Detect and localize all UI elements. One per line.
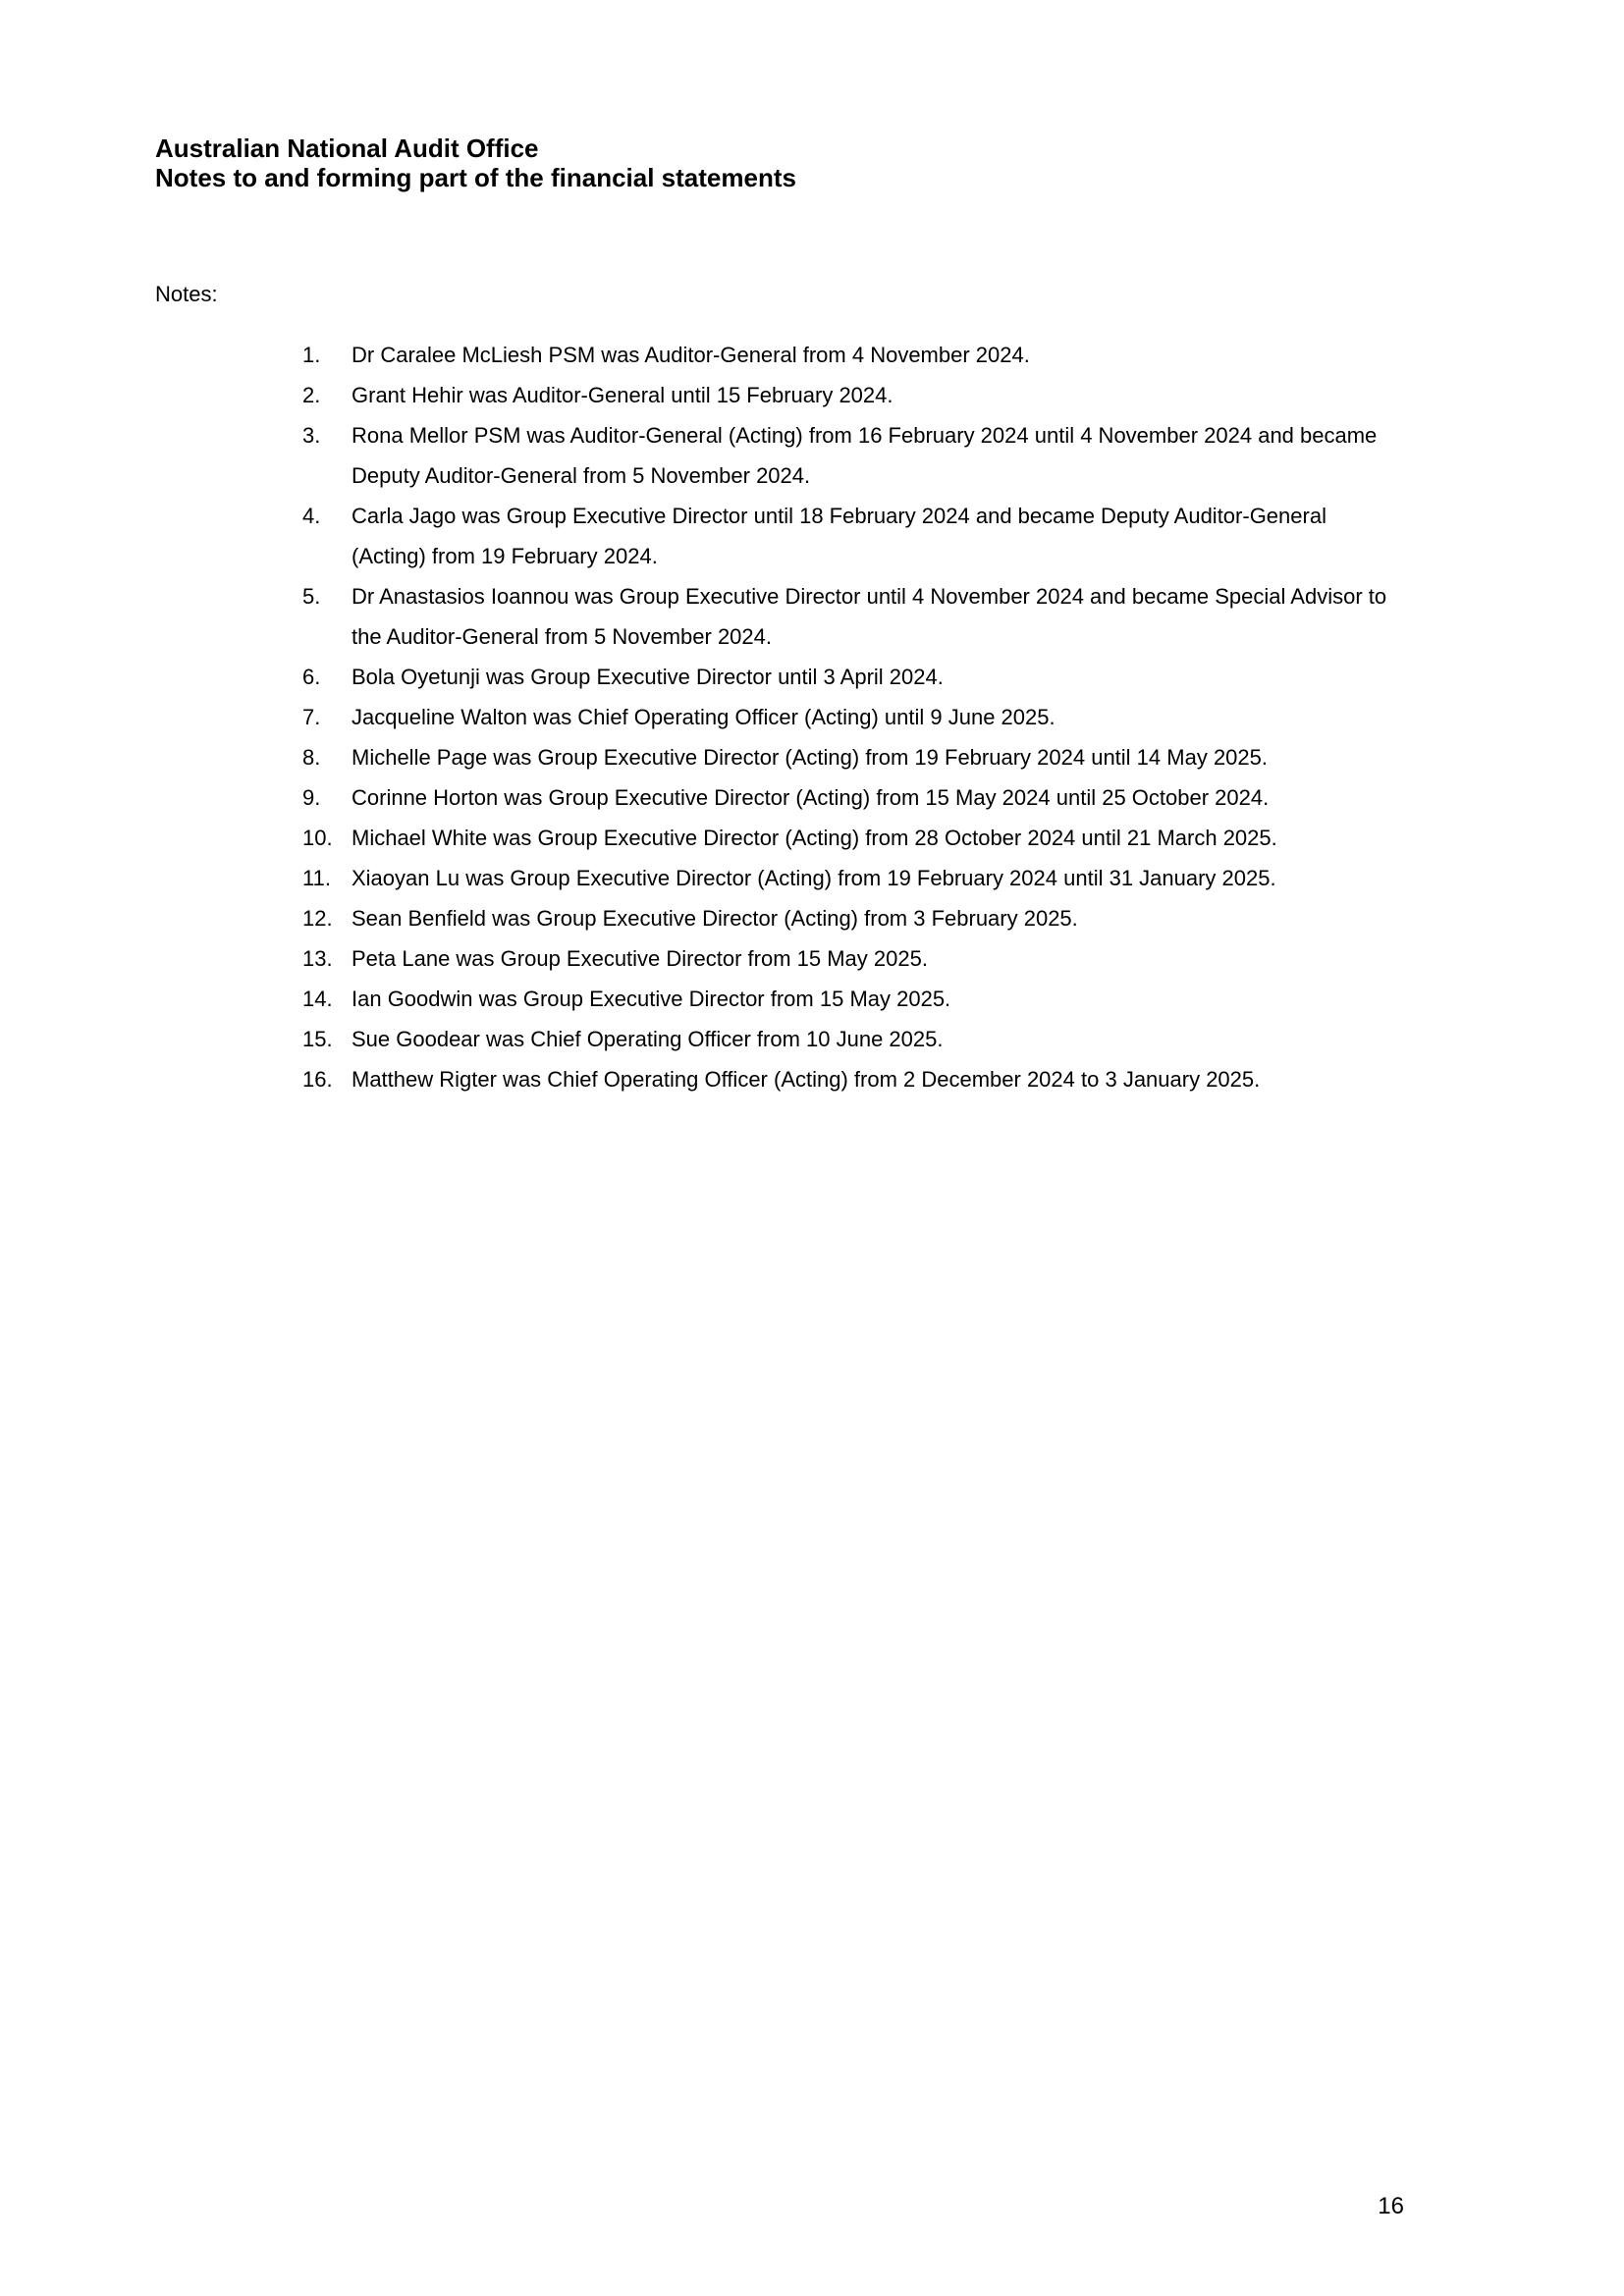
note-item bbox=[0, 858, 1624, 898]
notes-list bbox=[0, 335, 1624, 1099]
note-text: Ian Goodwin was Group Executive Director from 15 May 2025. bbox=[352, 987, 951, 1011]
note-number: 14. bbox=[302, 987, 333, 1011]
note-item bbox=[0, 335, 1624, 375]
note-text: Grant Hehir was Auditor-General until 15 February 2024. bbox=[352, 383, 893, 407]
document-subtitle: Notes to and forming part of the financial statements bbox=[155, 163, 796, 192]
note-text: Sue Goodear was Chief Operating Officer from 10 June 2025. bbox=[352, 1027, 944, 1051]
note-number: 1. bbox=[302, 343, 321, 367]
note-item bbox=[0, 576, 1624, 657]
note-item bbox=[0, 777, 1624, 818]
note-number: 4. bbox=[302, 504, 321, 528]
note-text: Matthew Rigter was Chief Operating Officer (Acting) from 2 December 2024 to 3 January 2025. bbox=[352, 1067, 1261, 1092]
notes-label: Notes: bbox=[155, 282, 218, 306]
note-item bbox=[0, 818, 1624, 858]
note-number: 13. bbox=[302, 946, 333, 971]
note-text: Dr Caralee McLiesh PSM was Auditor-General from 4 November 2024. bbox=[352, 343, 1030, 367]
note-number: 16. bbox=[302, 1067, 333, 1092]
note-text: Bola Oyetunji was Group Executive Director until 3 April 2024. bbox=[352, 665, 944, 689]
organisation-title: Australian National Audit Office bbox=[155, 133, 539, 163]
note-number: 9. bbox=[302, 785, 321, 810]
note-number: 8. bbox=[302, 745, 321, 770]
note-number: 10. bbox=[302, 826, 333, 850]
note-item bbox=[0, 415, 1624, 496]
note-number: 3. bbox=[302, 423, 321, 448]
note-text: Peta Lane was Group Executive Director from 15 May 2025. bbox=[352, 946, 928, 971]
page-header bbox=[155, 133, 1432, 192]
note-number: 5. bbox=[302, 584, 321, 609]
note-item bbox=[0, 1019, 1624, 1059]
note-number: 12. bbox=[302, 906, 333, 931]
note-item bbox=[0, 657, 1624, 697]
note-item bbox=[0, 697, 1624, 737]
note-text: Rona Mellor PSM was Auditor-General (Acting) from 16 February 2024 until 4 November 2024 and became Deputy Auditor-General from 5 November 2024. bbox=[352, 423, 1378, 488]
note-number: 2. bbox=[302, 383, 321, 407]
note-number: 15. bbox=[302, 1027, 333, 1051]
note-number: 6. bbox=[302, 665, 321, 689]
note-item bbox=[0, 979, 1624, 1019]
note-text: Sean Benfield was Group Executive Director (Acting) from 3 February 2025. bbox=[352, 906, 1078, 931]
note-text: Dr Anastasios Ioannou was Group Executive Director until 4 November 2024 and became Special Advisor to the Auditor-General from 5 November 2024. bbox=[352, 584, 1387, 649]
note-item bbox=[0, 737, 1624, 777]
note-text: Corinne Horton was Group Executive Director (Acting) from 15 May 2024 until 25 October 2024. bbox=[352, 785, 1270, 810]
page-number: 16 bbox=[1378, 2193, 1404, 2219]
note-text: Jacqueline Walton was Chief Operating Officer (Acting) until 9 June 2025. bbox=[352, 705, 1056, 729]
note-number: 11. bbox=[302, 866, 331, 890]
note-item bbox=[0, 938, 1624, 979]
note-text: Michelle Page was Group Executive Director (Acting) from 19 February 2024 until 14 May 2025. bbox=[352, 745, 1268, 770]
note-item bbox=[0, 496, 1624, 576]
note-text: Xiaoyan Lu was Group Executive Director (Acting) from 19 February 2024 until 31 January 2025. bbox=[352, 866, 1276, 890]
note-item bbox=[0, 1059, 1624, 1099]
note-text: Carla Jago was Group Executive Director until 18 February 2024 and became Deputy Auditor-General (Acting) from 19 February 2024. bbox=[352, 504, 1326, 568]
note-item bbox=[0, 898, 1624, 938]
note-number: 7. bbox=[302, 705, 321, 729]
note-item bbox=[0, 375, 1624, 415]
note-text: Michael White was Group Executive Director (Acting) from 28 October 2024 until 21 March 2025. bbox=[352, 826, 1277, 850]
